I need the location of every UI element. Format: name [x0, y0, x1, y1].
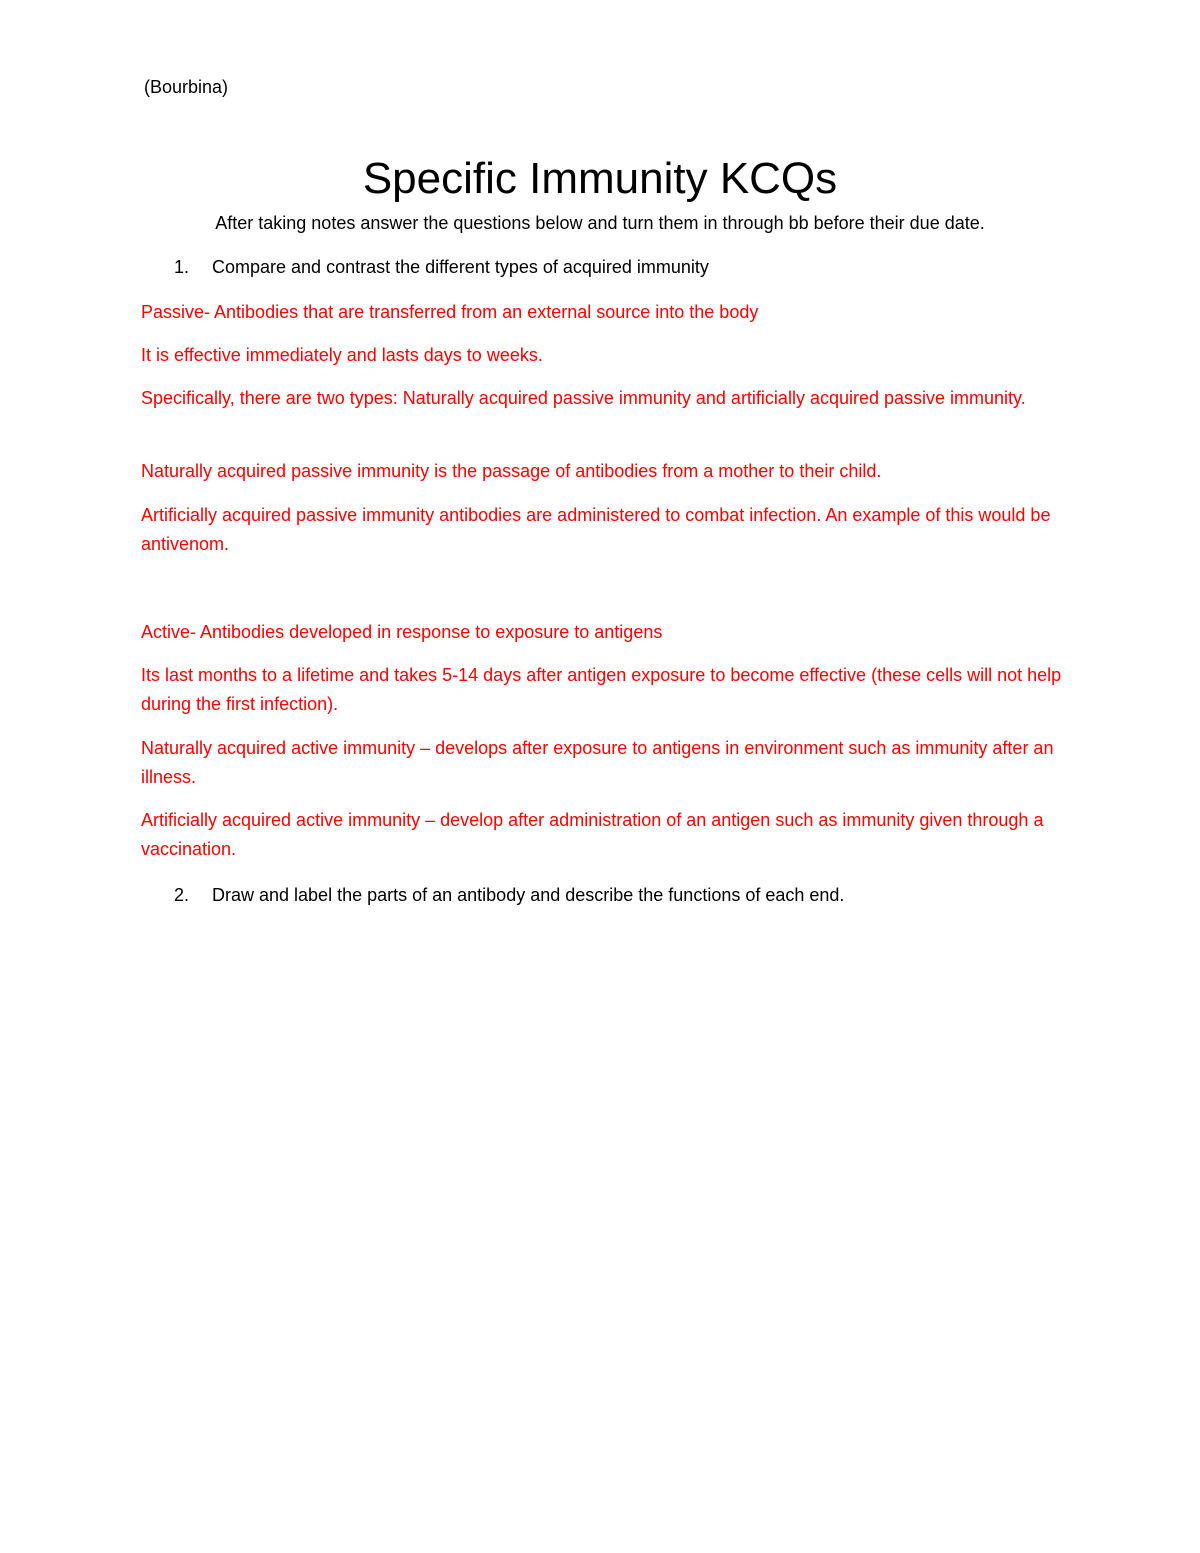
answer-passive-types: Specifically, there are two types: Naturally acquired passive immunity and artificially acquired passive immunity.: [141, 388, 1026, 408]
answer-active-definition: Active- Antibodies developed in response to exposure to antigens: [141, 622, 663, 642]
author-header: (Bourbina): [144, 77, 229, 97]
document-title: Specific Immunity KCQs: [362, 154, 838, 203]
question-text: Draw and label the parts of an antibody and describe the functions of each end.: [212, 885, 845, 905]
answer-natural-passive: Naturally acquired passive immunity is the passage of antibodies from a mother to their child.: [141, 461, 882, 481]
question-2: [174, 883, 844, 907]
answer-artificial-passive: Artificially acquired passive immunity antibodies are administered to combat infection. An example of this would be antivenom.: [141, 505, 1051, 554]
instructions-text: After taking notes answer the questions below and turn them in through bb before their due date.: [215, 213, 985, 233]
question-number: 1.: [174, 257, 190, 277]
question-1: [174, 255, 709, 279]
answer-passive-duration: It is effective immediately and lasts days to weeks.: [141, 345, 543, 365]
question-text: Compare and contrast the different types of acquired immunity: [212, 257, 709, 277]
answer-artificial-active: Artificially acquired active immunity – develop after administration of an antigen such as immunity given through a vaccination.: [141, 810, 1044, 859]
answer-active-duration: Its last months to a lifetime and takes 5-14 days after antigen exposure to become effective (these cells will not help during the first infection).: [141, 665, 1062, 714]
question-number: 2.: [174, 885, 190, 905]
answer-natural-active: Naturally acquired active immunity – develops after exposure to antigens in environment such as immunity after an illness.: [141, 738, 1054, 787]
answer-passive-definition: Passive- Antibodies that are transferred from an external source into the body: [141, 302, 759, 322]
